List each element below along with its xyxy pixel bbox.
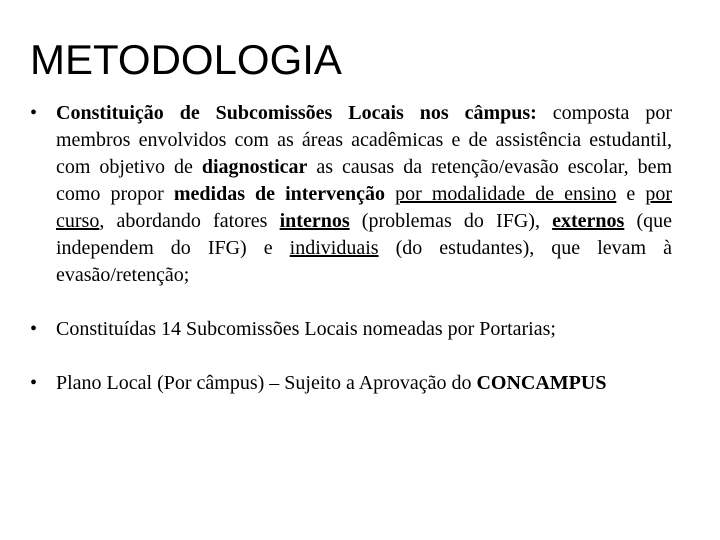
bullet-icon: •	[30, 372, 38, 394]
text-segment: medidas de intervenção	[173, 183, 386, 205]
text-segment: Plano Local (Por câmpus) – Sujeito a Aprovação do	[56, 372, 477, 394]
text-segment: CONCAMPUS	[476, 372, 607, 394]
bullet-list	[30, 100, 672, 397]
text-segment: por curso	[56, 183, 672, 232]
text-segment: , abordando fatores	[99, 210, 280, 232]
text-segment: (que independem do IFG) e	[56, 210, 673, 259]
text-segment: (problemas do IFG),	[349, 210, 553, 232]
text-segment: Constituídas 14 Subcomissões Locais nomeadas por Portarias;	[56, 318, 556, 340]
bullet-icon: •	[30, 102, 38, 124]
text-segment: por modalidade de ensino	[395, 183, 617, 205]
text-segment: (do estudantes), que levam à evasão/retenção;	[56, 237, 672, 286]
text-segment: as causas da retenção/evasão escolar, bem como propor	[56, 156, 673, 205]
text-segment: internos	[279, 210, 350, 232]
text-segment: composta por membros envolvidos com as áreas acadêmicas e de assistência estudantil, com objetivo de	[56, 102, 673, 178]
text-segment: individuais	[289, 237, 379, 259]
bullet-item-subcommissions	[30, 100, 672, 289]
bullet-item-local-plan	[30, 370, 672, 397]
text-segment: e	[616, 183, 646, 205]
text-segment	[385, 183, 395, 205]
bullet-icon: •	[30, 318, 38, 340]
text-segment: externos	[552, 210, 625, 232]
bullet-item-local-subcommissions	[30, 316, 672, 343]
text-segment: diagnosticar	[201, 156, 308, 178]
page-title: METODOLOGIA	[30, 36, 342, 83]
text-segment: Constituição de Subcomissões Locais nos câmpus:	[56, 102, 537, 124]
